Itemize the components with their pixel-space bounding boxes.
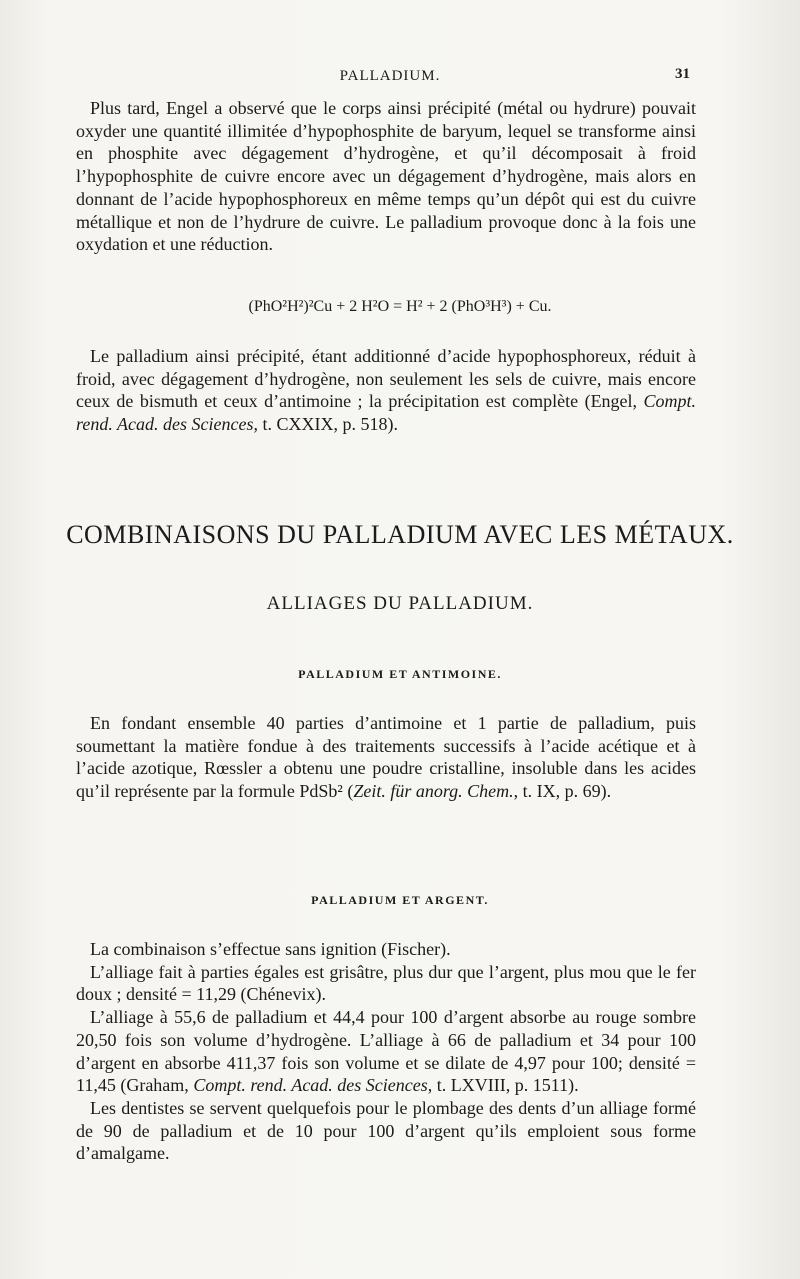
paragraph-text: L’alliage à 55,6 de palladium et 44,4 pour 100 d’argent absorbe au rouge sombre 20,50 fois son volume d’hydrogène. L’alliage à 66 de palladium et 34 pour 100 d’argent en absorbe 411,37 fois son volume et se dilate de 4,97 pour 100; densité = 11,45 (Graham, <box>76 1007 696 1096</box>
paragraph-text: En fondant ensemble 40 parties d’antimoine et 1 partie de palladium, puis soumettant la matière fondue à des traitements successifs à l’acide acétique et à l’acide azotique, Rœssler a obtenu une poudre cristalline, insoluble dans les acides qu’il représente par la formule PdSb² ( <box>76 713 696 802</box>
heading-palladium-antimoine: PALLADIUM ET ANTIMOINE. <box>298 667 502 681</box>
subsection-title: ALLIAGES DU PALLADIUM. <box>266 593 534 614</box>
paragraph-text: , t. LXVIII, p. 1511). <box>427 1075 579 1096</box>
page-number: 31 <box>675 66 690 82</box>
paragraph-graham <box>76 1006 696 1097</box>
paragraph-text: Le palladium ainsi précipité, étant additionné d’acide hypophosphoreux, réduit à froid, avec dégagement d’hydrogène, non seulement les sels de cuivre, mais encore ceux de bismuth et ceux d’antimoine ; la précipitation est complète (Engel, <box>76 346 696 412</box>
journal-reference: Compt. rend. Acad. des Sciences <box>76 391 696 435</box>
chemical-formula: (PhO²H²)²Cu + 2 H²O = H² + 2 (PhO³H³) + Cu. <box>248 298 552 315</box>
paragraph-argent-group <box>76 938 696 1165</box>
paragraph-text: , t. IX, p. 69). <box>513 781 612 802</box>
paragraph-dentistes: Les dentistes se servent quelquefois pour le plombage des dents d’un alliage formé de 90 de palladium et de 10 pour 100 d’argent qu’ils emploient sous forme d’amalgame. <box>76 1097 696 1164</box>
running-title: PALLADIUM. <box>339 68 441 84</box>
paragraph-chenevix: L’alliage fait à parties égales est grisâtre, plus dur que l’argent, plus mou que le fer doux ; densité = 11,29 (Chénevix). <box>76 961 696 1005</box>
paragraph-fischer: La combinaison s’effectue sans ignition (Fischer). <box>90 939 451 959</box>
paragraph-text: Plus tard, Engel a observé que le corps ainsi précipité (métal ou hydrure) pouvait oxyder une quantité illimitée d’hypophosphite de baryum, lequel se transforme ainsi en phosphite avec dégagement d’hydrogène, et qu’il décomposait à froid l’hypophosphite de cuivre encore avec un dégagement d’hydrogène, mais alors en donnant de l’acide hypophosphoreux en même temps qu’un dépôt qui est du cuivre métallique et non de l’hydrure de cuivre. Le palladium provoque donc à la fois une oxydation et une réduction. <box>76 98 696 255</box>
section-title: COMBINAISONS DU PALLADIUM AVEC LES MÉTAUX. <box>66 520 734 549</box>
journal-reference: Zeit. für anorg. Chem. <box>353 781 514 802</box>
paragraph-antimoine <box>76 712 696 803</box>
heading-palladium-argent: PALLADIUM ET ARGENT. <box>311 893 489 907</box>
page-header <box>90 66 690 90</box>
paragraph-hypophosphite <box>76 97 696 256</box>
paragraph-text: , t. CXXIX, p. 518). <box>253 414 398 435</box>
paragraph-precipitation <box>76 345 696 436</box>
journal-reference: Compt. rend. Acad. des Sciences <box>193 1075 428 1096</box>
